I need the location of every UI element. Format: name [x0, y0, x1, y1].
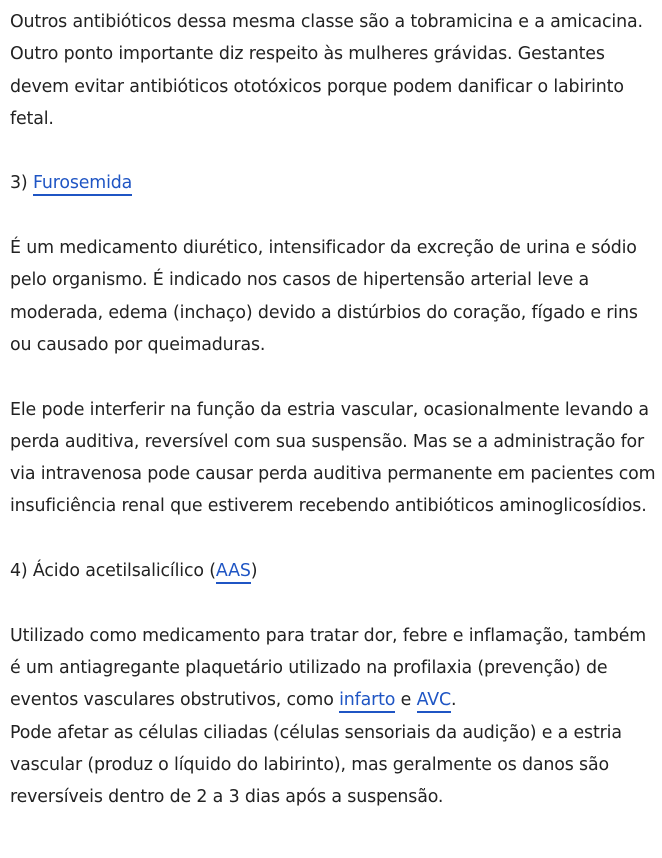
section-heading-aas: [10, 555, 656, 587]
paragraph-furosemida-description: É um medicamento diurético, intensificador da excreção de urina e sódio pelo organismo. É indicado nos casos de hipertensão arterial leve a moderada, edema (inchaço) devido a distúrbios do coração, fígado e rins ou causado por queimaduras.: [10, 238, 638, 355]
aas-text-part2: e: [395, 690, 417, 711]
heading-text: 4) Ácido acetilsalicílico (: [10, 561, 216, 582]
paragraph-furosemida-effects: Ele pode interferir na função da estria vascular, ocasionalmente levando a perda auditiva, reversível com sua suspensão. Mas se a administração for via intravenosa pode causar perda auditiva permanente em pacientes com insuficiência renal que estiverem recebendo antibióticos aminoglicosídios.: [10, 399, 656, 517]
heading-close-paren: ): [250, 561, 258, 582]
paragraph-aas-description: [10, 620, 656, 814]
article-body: [0, 6, 662, 813]
aas-effects-text: Pode afetar as células ciliadas (células sensoriais da audição) e a estria vascular (produz o líquido do labirinto), mas geralmente os danos são reversíveis dentro de 2 a 3 dias após a suspensão.: [10, 722, 622, 808]
aas-text-part1: Utilizado como medicamento para tratar dor, febre e inflamação, também é um antiagregante plaquetário utilizado na profilaxia (prevenção) de eventos vasculares obstrutivos, como: [10, 625, 647, 711]
furosemida-link[interactable]: Furosemida: [33, 173, 132, 196]
aas-text-part3: .: [450, 690, 457, 711]
avc-link[interactable]: AVC: [417, 690, 451, 713]
heading-number: 3): [10, 173, 33, 194]
section-heading-furosemida: [10, 167, 656, 199]
paragraph-aminoglycosides: Outros antibióticos dessa mesma classe são a tobramicina e a amicacina. Outro ponto importante diz respeito às mulheres grávidas. Gestantes devem evitar antibióticos ototóxicos porque podem danificar o labirinto fetal.: [10, 12, 643, 129]
aas-link[interactable]: AAS: [216, 561, 251, 584]
infarto-link[interactable]: infarto: [339, 690, 395, 713]
